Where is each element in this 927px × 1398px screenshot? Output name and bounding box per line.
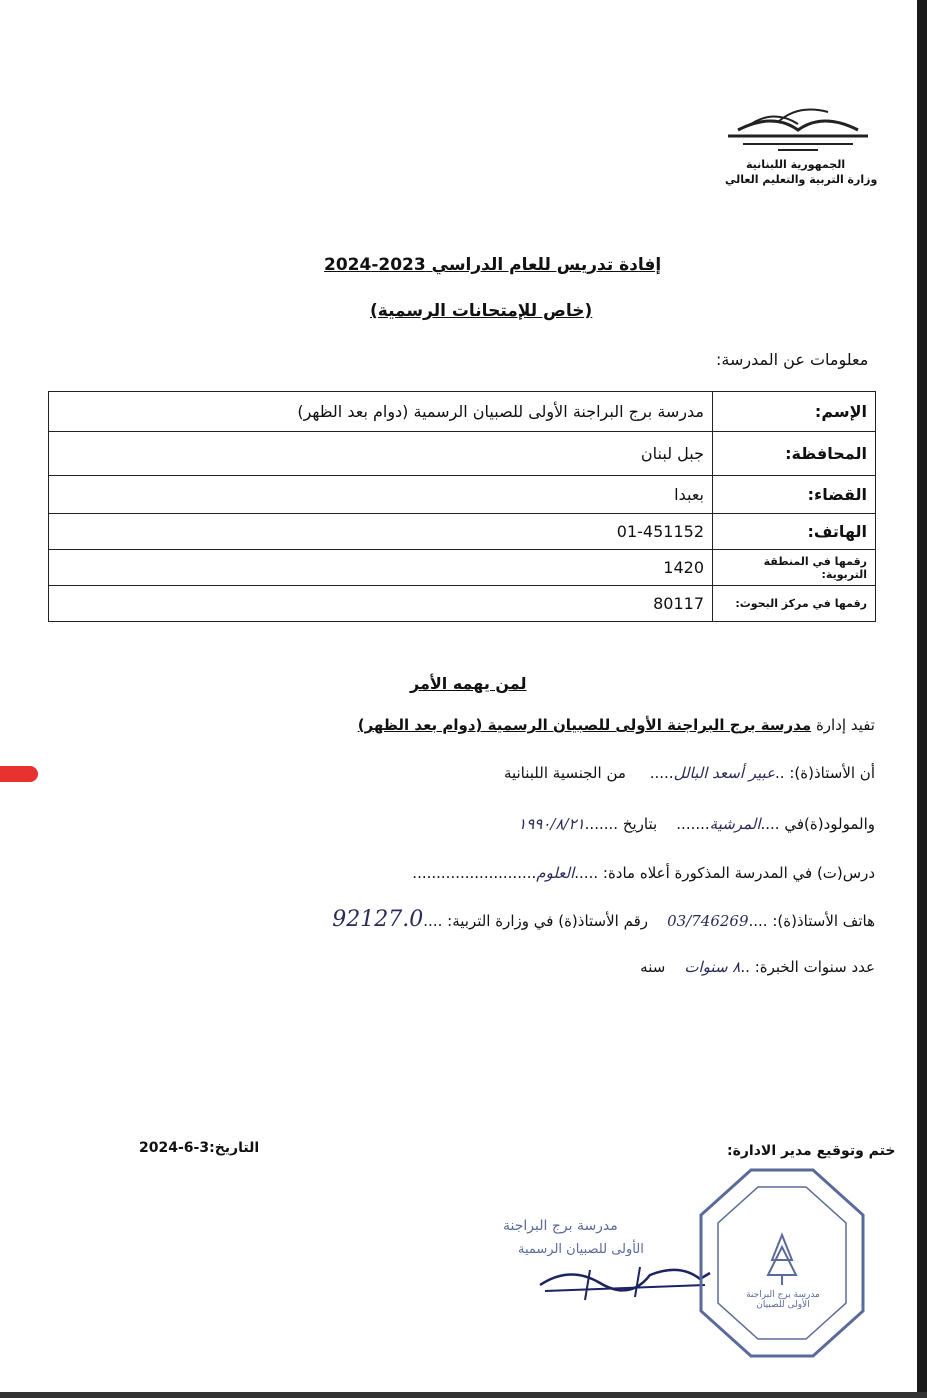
intro-school: مدرسة برج البراجنة الأولى للصبيان الرسمية (دوام بعد الظهر) — [357, 716, 812, 734]
republic-text: الجمهورية اللبنانية — [746, 158, 846, 171]
experience-years: ٨ سنوات — [684, 958, 741, 976]
table-row — [49, 392, 876, 432]
teacher-line: أن الأستاذ(ة): ..عبير أسعد البالل..... من الجنسية اللبنانية — [503, 764, 875, 782]
signature-icon — [530, 1255, 720, 1310]
teacher-phone: 03/746269 — [667, 912, 749, 930]
school-info-label: معلومات عن المدرسة: — [716, 350, 869, 369]
region-number-value: 1420 — [49, 550, 713, 586]
official-seal-icon — [696, 1165, 868, 1361]
governorate-label: المحافظة: — [713, 432, 876, 476]
page-edge — [917, 0, 927, 1398]
page-edge-bottom — [0, 1392, 927, 1398]
to-whom-heading: لمن يهمه الأمر — [410, 674, 527, 693]
taught-label: درس(ت) في المدرسة المذكورة أعلاه مادة: — [602, 864, 875, 882]
intro-line — [358, 716, 875, 734]
governorate-value: جبل لبنان — [49, 432, 713, 476]
subject: العلوم — [536, 864, 575, 882]
stamp-signature-label: ختم وتوقيع مدير الادارة: — [727, 1143, 896, 1159]
birth-date: ١٩٩٠/٨/٢١ — [518, 815, 585, 833]
experience-label: عدد سنوات الخبرة: — [754, 958, 875, 976]
birthplace: المرشية — [709, 815, 761, 833]
teacher-name: عبير أسعد البالل — [673, 764, 776, 782]
subject-line: درس(ت) في المدرسة المذكورة أعلاه مادة: .....العلوم.......................... — [412, 864, 875, 882]
phone-line: هاتف الأستاذ(ة): ....03/746269 رقم الأستاذ(ة) في وزارة التربية: ....92127.0 — [332, 907, 875, 932]
red-marker — [0, 766, 38, 782]
nationality-text: من الجنسية اللبنانية — [503, 764, 626, 782]
phone-label: الهاتف: — [713, 514, 876, 550]
intro-prefix: تفيد إدارة — [815, 716, 875, 734]
document-date: التاريخ:3-6-2024 — [139, 1140, 260, 1156]
teacher-label: أن الأستاذ(ة): — [789, 764, 875, 782]
date-label: بتاريخ — [622, 815, 658, 833]
table-row — [49, 432, 876, 476]
school-info-table — [48, 391, 876, 622]
phone-value: 01-451152 — [49, 514, 713, 550]
seal-text: مدرسة برج البراجنة الأولى للصبيان — [746, 1290, 820, 1310]
name-value: مدرسة برج البراجنة الأولى للصبيان الرسمية (دوام بعد الظهر) — [49, 392, 713, 432]
name-label: الإسم: — [713, 392, 876, 432]
stamp-line-2: الأولى للصبيان الرسمية — [518, 1242, 644, 1257]
teacher-phone-label: هاتف الأستاذ(ة): — [772, 912, 875, 930]
research-number-label: رقمها في مركز البحوث: — [713, 586, 876, 622]
ministry-number-label: رقم الأستاذ(ة) في وزارة التربية: — [447, 912, 649, 930]
district-value: بعبدا — [49, 476, 713, 514]
ministry-text: وزارة التربية والتعليم العالي — [725, 173, 878, 186]
table-row — [49, 514, 876, 550]
region-number-label: رقمها في المنطقة التربوية: — [713, 550, 876, 586]
year-word: سنه — [640, 958, 666, 976]
table-row — [49, 550, 876, 586]
district-label: القضاء: — [713, 476, 876, 514]
born-label: والمولود(ة)في — [784, 815, 875, 833]
experience-line: عدد سنوات الخبرة: ..٨ سنوات سنه — [640, 958, 875, 976]
table-row — [49, 476, 876, 514]
ministry-number: 92127.0 — [332, 907, 424, 932]
stamp-line-1: مدرسة برج البراجنة — [503, 1218, 618, 1234]
table-row — [49, 586, 876, 622]
research-number-value: 80117 — [49, 586, 713, 622]
document-subtitle: (خاص للإمتحانات الرسمية) — [370, 301, 593, 321]
document-title: إفادة تدريس للعام الدراسي 2023-2024 — [324, 255, 662, 275]
birth-line: والمولود(ة)في ....المرشية....... بتاريخ .......١٩٩٠/٨/٢١ — [518, 815, 875, 833]
